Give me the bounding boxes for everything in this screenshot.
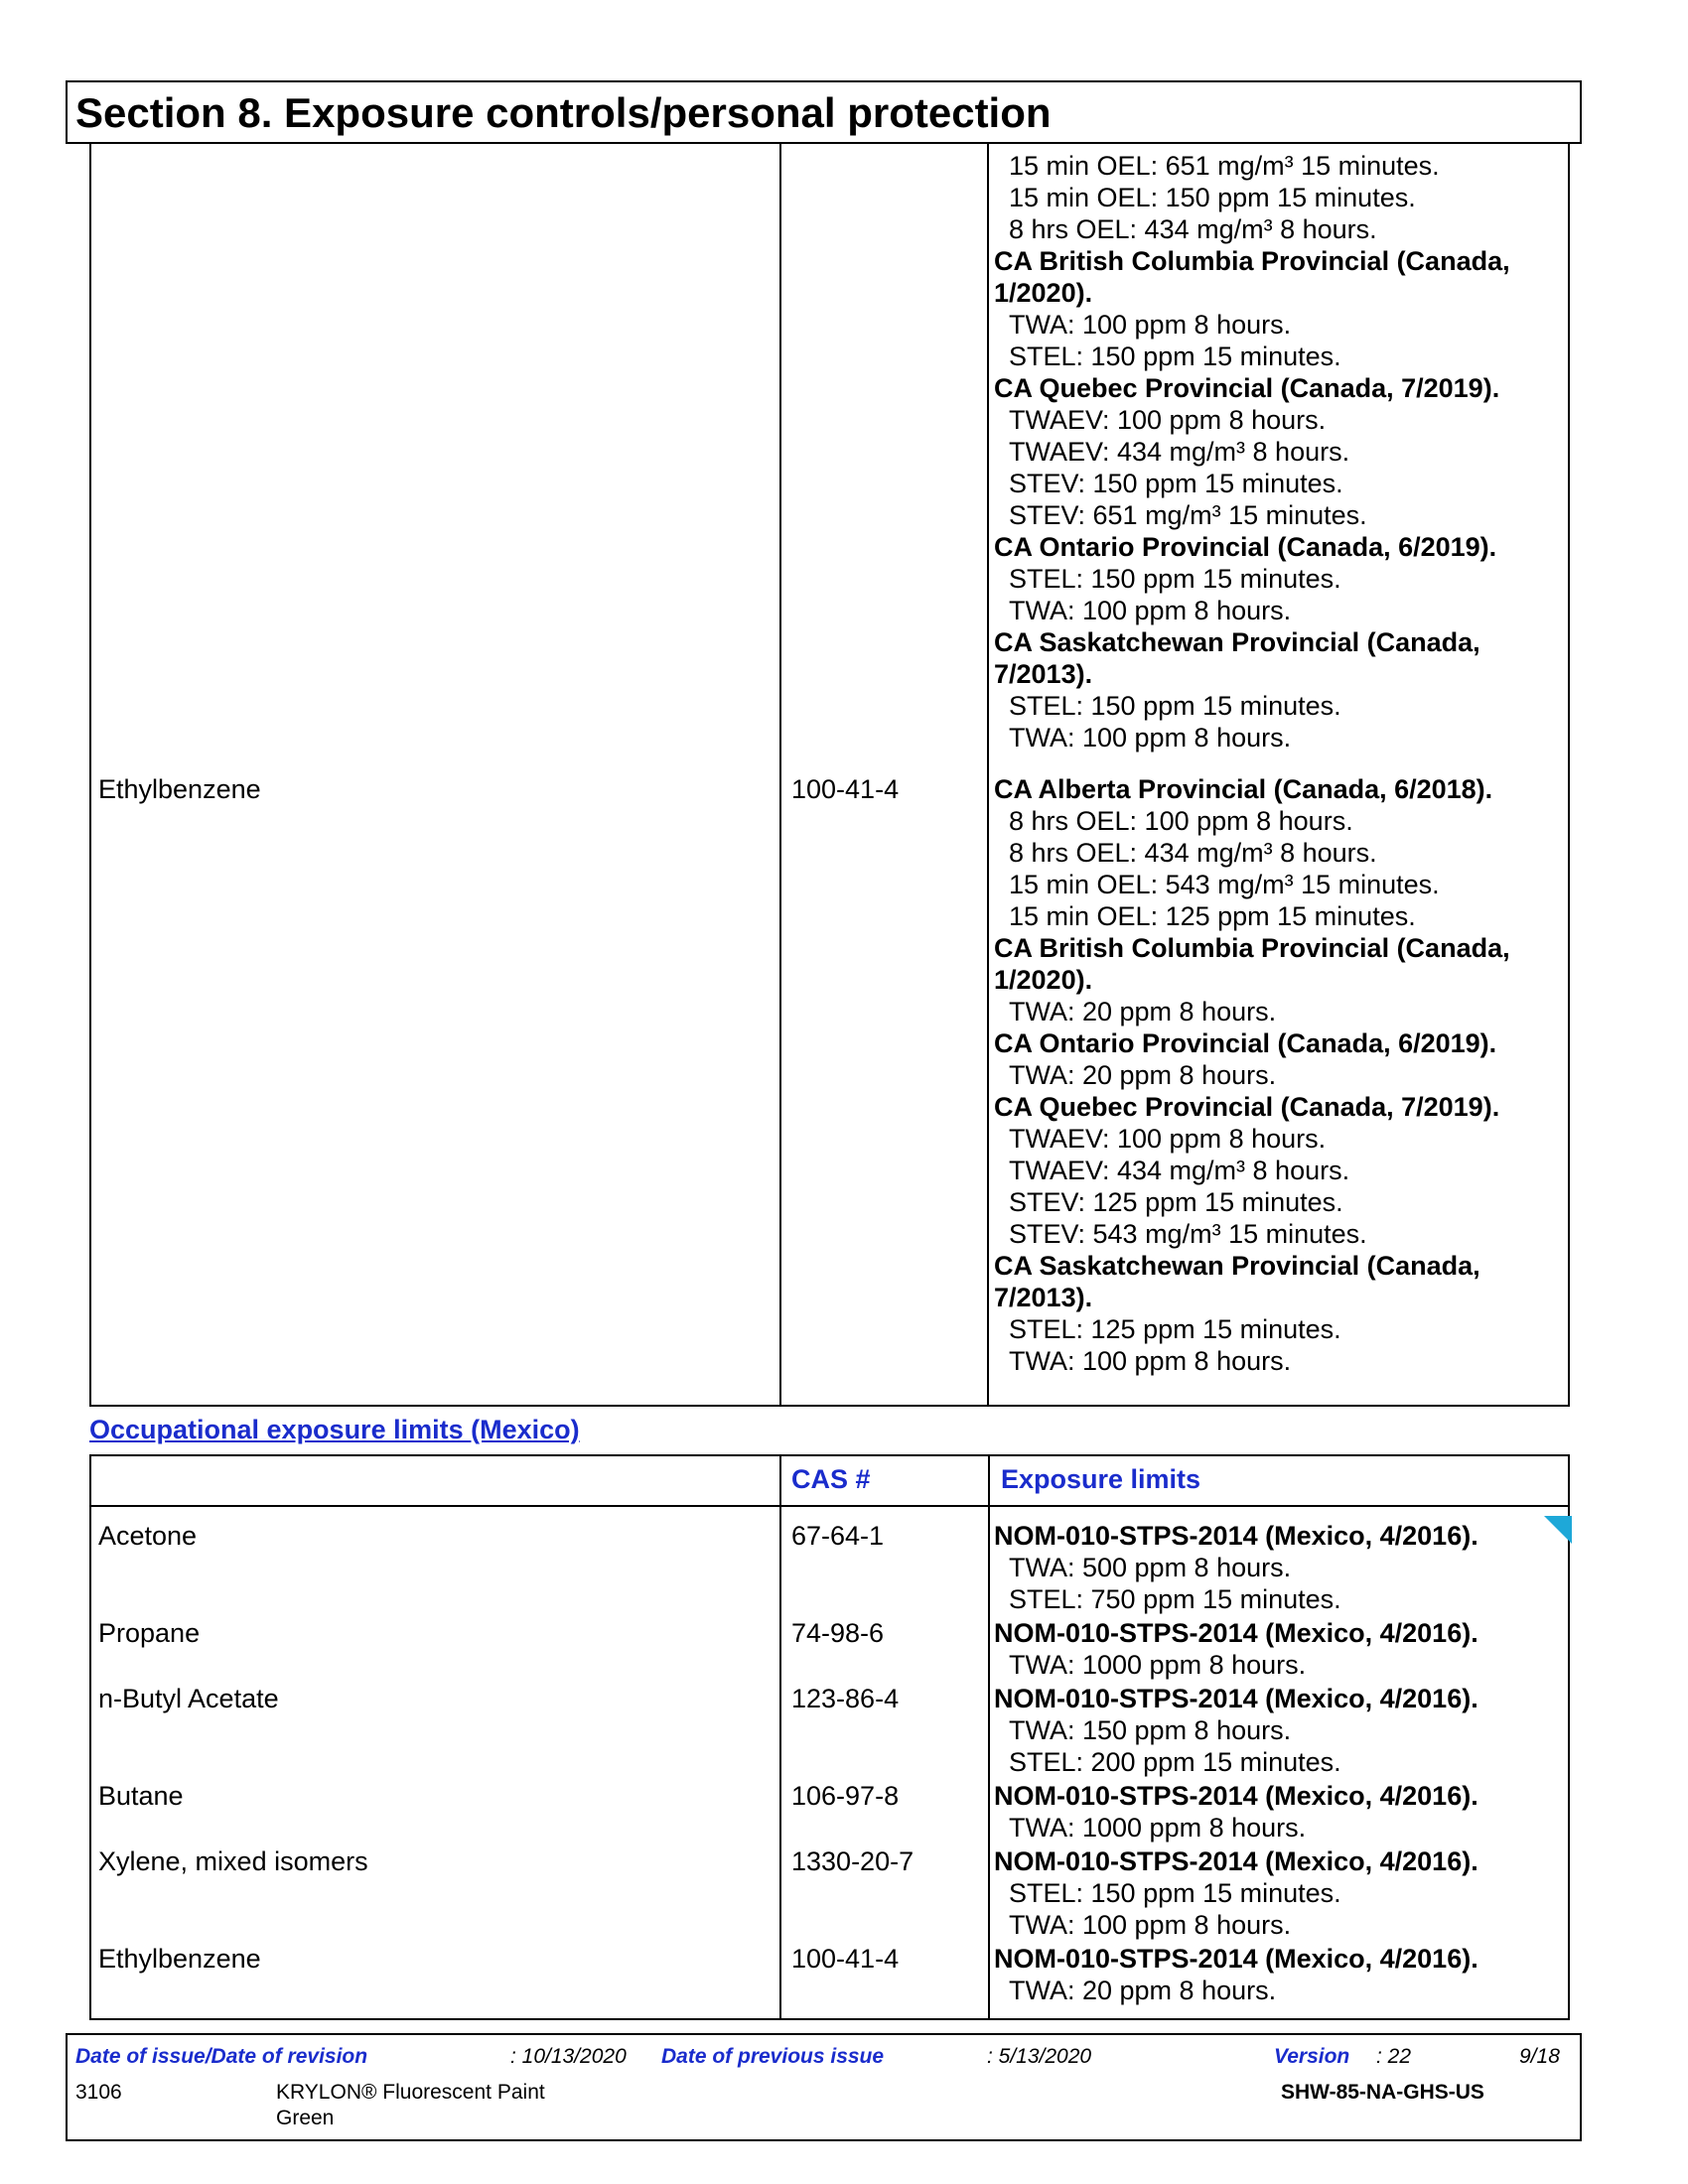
document-code: SHW-85-NA-GHS-US [1281,2081,1484,2104]
regulation-source: CA Alberta Provincial (Canada, 6/2018). [994,774,1493,804]
limit-value: TWA: 20 ppm 8 hours. [1009,1060,1277,1090]
exposure-limits-cell [994,1617,1478,1681]
limit-value: STEL: 150 ppm 15 minutes. [1009,691,1341,721]
issue-date-label: Date of issue/Date of revision [75,2045,368,2068]
exposure-limits-cell [994,1943,1478,2006]
limit-value: TWA: 1000 ppm 8 hours. [1009,1650,1307,1680]
regulation-source: 1/2020). [994,965,1093,995]
mexico-limits-heading[interactable]: Occupational exposure limits (Mexico) [89,1415,580,1444]
cas-number: 1330-20-7 [791,1846,914,1876]
regulation-source: CA British Columbia Provincial (Canada, [994,246,1510,276]
regulation-source: NOM-010-STPS-2014 (Mexico, 4/2016). [994,1944,1478,1974]
cas-number: 106-97-8 [791,1781,900,1811]
limit-value: STEV: 150 ppm 15 minutes. [1009,469,1343,498]
regulation-source: CA Quebec Provincial (Canada, 7/2019). [994,1092,1500,1122]
regulation-source: NOM-010-STPS-2014 (Mexico, 4/2016). [994,1781,1478,1811]
limit-value: 15 min OEL: 150 ppm 15 minutes. [1009,183,1416,212]
substance-name: Acetone [98,1521,198,1551]
cas-number: 100-41-4 [791,1944,900,1974]
section-title: Section 8. Exposure controls/personal protection [75,89,1052,136]
product-code: 3106 [75,2081,122,2104]
column-divider [779,1456,781,2018]
limit-value: TWA: 1000 ppm 8 hours. [1009,1813,1307,1843]
substance-name: Xylene, mixed isomers [98,1846,368,1876]
limit-value: TWAEV: 434 mg/m³ 8 hours. [1009,437,1350,467]
limits-list-ethylbenzene [994,773,1510,1377]
limit-value: TWAEV: 434 mg/m³ 8 hours. [1009,1156,1350,1185]
regulation-source: NOM-010-STPS-2014 (Mexico, 4/2016). [994,1521,1478,1551]
regulation-source: 7/2013). [994,659,1093,689]
limits-list-continued [994,150,1510,753]
regulation-source: CA Ontario Provincial (Canada, 6/2019). [994,532,1497,562]
limit-value: TWA: 100 ppm 8 hours. [1009,596,1292,625]
limit-value: 8 hrs OEL: 434 mg/m³ 8 hours. [1009,838,1377,868]
limit-value: 15 min OEL: 651 mg/m³ 15 minutes. [1009,151,1440,181]
regulation-source: CA British Columbia Provincial (Canada, [994,933,1510,963]
limit-value: STEL: 125 ppm 15 minutes. [1009,1314,1341,1344]
limit-value: STEL: 150 ppm 15 minutes. [1009,564,1341,594]
limit-value: STEL: 200 ppm 15 minutes. [1009,1747,1341,1777]
page-footer [66,2033,1582,2141]
limit-value: TWAEV: 100 ppm 8 hours. [1009,1124,1327,1154]
substance-name: n-Butyl Acetate [98,1684,279,1713]
issue-date-value: : 10/13/2020 [510,2045,627,2068]
version-label: Version [1274,2045,1350,2068]
substance-name: Butane [98,1781,184,1811]
substance-name: Ethylbenzene [98,774,261,804]
exposure-limits-cell [994,1845,1478,1941]
exposure-limits-cell [994,1780,1478,1843]
regulation-source: CA Saskatchewan Provincial (Canada, [994,1251,1480,1281]
product-name: KRYLON® Fluorescent Paint [276,2081,545,2104]
limit-value: TWA: 100 ppm 8 hours. [1009,723,1292,752]
previous-issue-label: Date of previous issue [661,2045,885,2068]
version-value: : 22 [1376,2045,1412,2068]
cas-number: 123-86-4 [791,1684,900,1713]
product-name-line2: Green [276,2107,335,2129]
cas-number: 74-98-6 [791,1618,885,1648]
column-divider [988,1456,990,2018]
limit-value: STEL: 150 ppm 15 minutes. [1009,341,1341,371]
section-header [66,80,1582,144]
limit-value: 15 min OEL: 125 ppm 15 minutes. [1009,901,1416,931]
exposure-limits-cell [994,1520,1478,1615]
regulation-source: 7/2013). [994,1283,1093,1312]
header-divider [91,1505,1568,1507]
limit-value: TWA: 500 ppm 8 hours. [1009,1553,1292,1582]
regulation-source: NOM-010-STPS-2014 (Mexico, 4/2016). [994,1846,1478,1876]
limit-value: TWA: 20 ppm 8 hours. [1009,1976,1277,2005]
regulation-source: NOM-010-STPS-2014 (Mexico, 4/2016). [994,1618,1478,1648]
revision-flag-icon [1544,1516,1572,1544]
limit-value: TWA: 100 ppm 8 hours. [1009,310,1292,340]
limit-value: TWA: 100 ppm 8 hours. [1009,1346,1292,1376]
regulation-source: CA Quebec Provincial (Canada, 7/2019). [994,373,1500,403]
regulation-source: CA Saskatchewan Provincial (Canada, [994,627,1480,657]
limit-value: STEL: 750 ppm 15 minutes. [1009,1584,1341,1614]
cas-number: 100-41-4 [791,774,900,804]
column-header-cas: CAS # [791,1464,871,1494]
limit-value: TWA: 20 ppm 8 hours. [1009,997,1277,1026]
column-divider [779,144,781,1405]
regulation-source: 1/2020). [994,278,1093,308]
exposure-limits-cell [994,1683,1478,1778]
substance-name: Propane [98,1618,201,1648]
limit-value: STEL: 150 ppm 15 minutes. [1009,1878,1341,1908]
limit-value: STEV: 543 mg/m³ 15 minutes. [1009,1219,1367,1249]
limit-value: TWA: 150 ppm 8 hours. [1009,1715,1292,1745]
limit-value: 8 hrs OEL: 100 ppm 8 hours. [1009,806,1353,836]
column-header-exposure-limits: Exposure limits [1001,1464,1201,1494]
column-divider [987,144,989,1405]
previous-issue-value: : 5/13/2020 [987,2045,1092,2068]
regulation-source: NOM-010-STPS-2014 (Mexico, 4/2016). [994,1684,1478,1713]
page-number: 9/18 [1519,2045,1560,2068]
regulation-source: CA Ontario Provincial (Canada, 6/2019). [994,1028,1497,1058]
limit-value: TWAEV: 100 ppm 8 hours. [1009,405,1327,435]
substance-name: Ethylbenzene [98,1944,261,1974]
cas-number: 67-64-1 [791,1521,885,1551]
limit-value: 8 hrs OEL: 434 mg/m³ 8 hours. [1009,214,1377,244]
limit-value: 15 min OEL: 543 mg/m³ 15 minutes. [1009,870,1440,899]
limit-value: STEV: 651 mg/m³ 15 minutes. [1009,500,1367,530]
limit-value: STEV: 125 ppm 15 minutes. [1009,1187,1343,1217]
limit-value: TWA: 100 ppm 8 hours. [1009,1910,1292,1940]
